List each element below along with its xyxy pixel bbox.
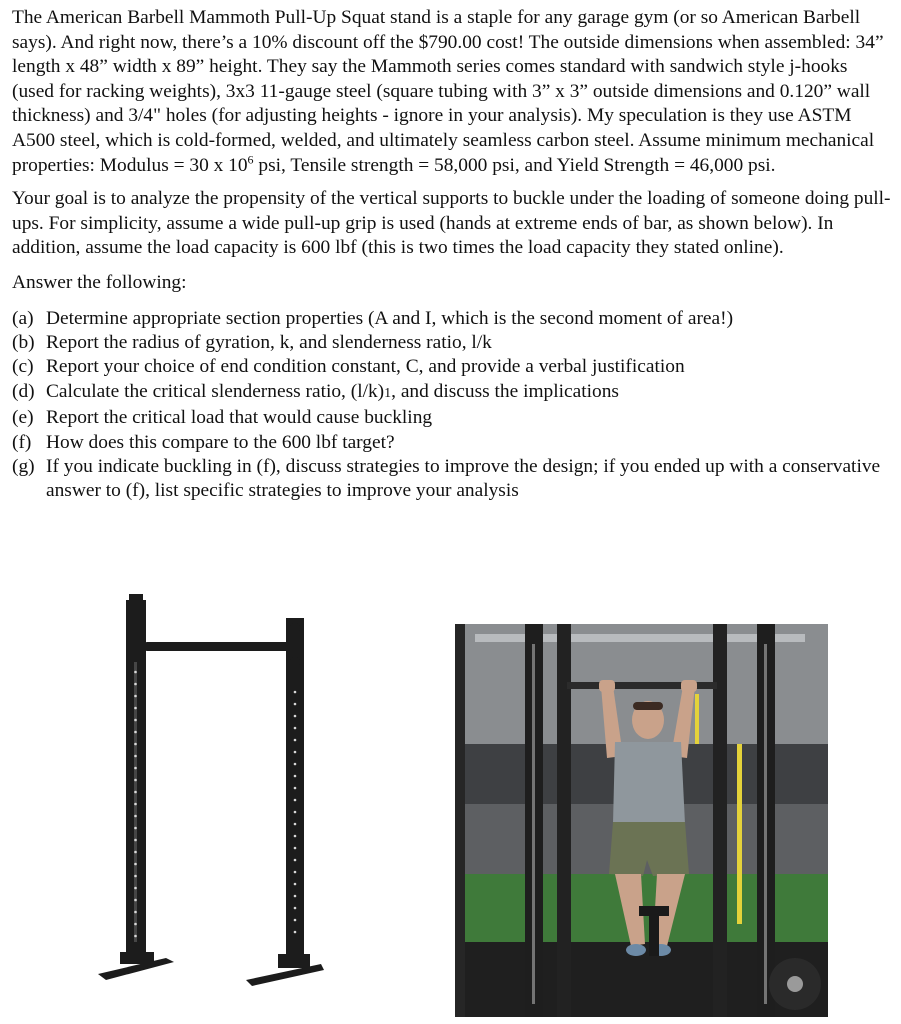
question-text: Report the radius of gyration, k, and slenderness ratio, l/k	[46, 331, 492, 353]
intro-text: The American Barbell Mammoth Pull-Up Squat stand is a staple for any garage gym (or so American Barbell says). And right now, there’s a 10% discount off the $790.00 cost! The outside dimensions when assembled: 34” length x 48” width x 89” height. They say the Mammoth series comes standard with sandwich style j-hooks (used for racking weights), 3x3 11-gauge steel (square tubing with 3” x 3” outside dimensions and 0.120” wall thickness) and 3/4" holes (for adjusting heights - ignore in your analysis). My speculation is they use ASTM A500 steel, which is cold-formed, welded, and ultimately seamless carbon steel. Assume minimum mechanical properties:	[12, 7, 884, 176]
question-text	[46, 380, 892, 406]
question-item	[12, 331, 892, 355]
answer-intro: Answer the following:	[12, 271, 187, 293]
question-text: Report your choice of end condition constant, C, and provide a verbal justification	[46, 356, 685, 378]
question-marker: (e)	[12, 407, 34, 429]
question-item	[12, 380, 892, 406]
pull-up-squat-stand-product-image	[96, 592, 326, 992]
question-item	[12, 307, 892, 331]
pull-up-photo-figure	[455, 624, 828, 1017]
question-text: How does this compare to the 600 lbf target?	[46, 431, 395, 453]
person-doing-pull-ups-photo	[455, 624, 828, 1017]
question-item	[12, 455, 892, 504]
question-marker: (c)	[12, 356, 34, 378]
question-text: If you indicate buckling in (f), discuss strategies to improve the design; if you ended up with a conservative answer to (f), list specific strategies to improve your analysis	[46, 455, 881, 502]
question-text: Report the critical load that would cause buckling	[46, 407, 433, 429]
question-item	[12, 355, 892, 379]
document-body	[12, 6, 892, 504]
question-text-suffix: , and discuss the implications	[391, 380, 619, 402]
question-text-prefix: Calculate the critical slenderness ratio, (l/k)	[46, 380, 385, 402]
question-marker: (d)	[12, 380, 35, 402]
question-marker: (b)	[12, 331, 35, 353]
intro-paragraph	[12, 6, 892, 178]
question-item	[12, 431, 892, 455]
goal-paragraph: Your goal is to analyze the propensity of the vertical supports to buckle under the loading of someone doing pull-ups. For simplicity, assume a wide pull-up grip is used (hands at extreme ends of bar, as shown below). In addition, assume the load capacity is 600 lbf (this is two times the load capacity they stated online).	[12, 188, 891, 259]
question-item	[12, 406, 892, 430]
pull-up-stand-figure	[96, 592, 326, 992]
question-marker: (f)	[12, 431, 32, 453]
question-text-subscript: 1	[384, 385, 392, 401]
properties-prefix: Modulus = 30 x 10	[99, 154, 248, 176]
question-text: Determine appropriate section properties (A and I, which is the second moment of area!)	[46, 307, 734, 329]
question-marker: (a)	[12, 307, 34, 329]
question-marker: (g)	[12, 455, 35, 477]
properties-suffix: psi, Tensile strength = 58,000 psi, and Yield Strength = 46,000 psi.	[253, 154, 776, 176]
question-list	[12, 307, 892, 504]
properties-exponent: 6	[247, 152, 254, 167]
